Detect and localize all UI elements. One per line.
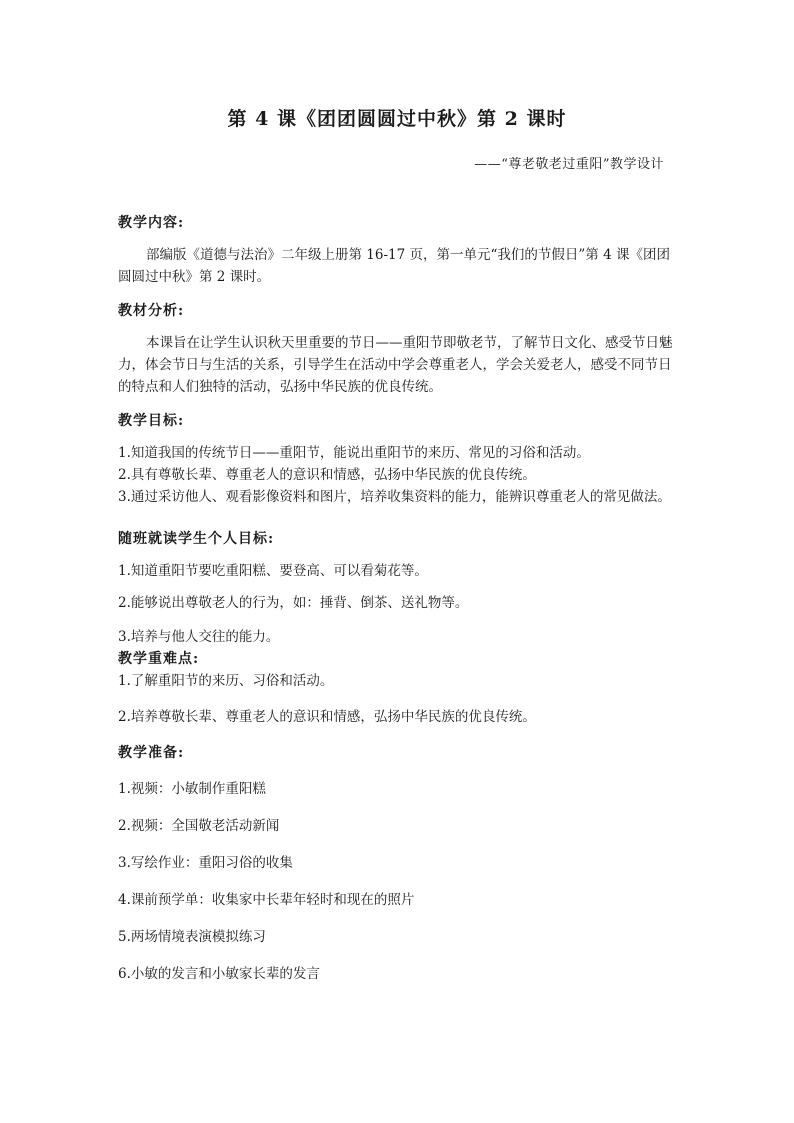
goal-item: 3.通过采访他人、观看影像资料和图片，培养收集资料的能力，能辨识尊重老人的常见做法。 [118,489,671,505]
individual-goal-item: 2.能够说出尊敬老人的行为，如：捶背、倒茶、送礼物等。 [118,595,469,611]
document-body [118,212,678,985]
section-text-content: 部编版《道德与法治》二年级上册第 16-17 页，第一单元“我们的节假日”第 4 课《团团圆圆过中秋》第 2 课时。 [118,247,670,285]
goal-item: 1.知道我国的传统节日——重阳节，能说出重阳节的来历、常见的习俗和活动。 [118,445,590,461]
section-heading-analysis: 教材分析: [118,303,185,319]
prep-item: 2.视频：全国敬老活动新闻 [118,818,280,834]
prep-item: 3.写绘作业：重阳习俗的收集 [118,855,293,871]
document-title: 第 4 课《团团圆圆过中秋》第 2 课时 [227,108,567,130]
section-heading-prep: 教学准备: [118,745,185,761]
individual-goal-item: 3.培养与他人交往的能力。 [118,629,280,645]
section-text-analysis: 本课旨在让学生认识秋天里重要的节日——重阳节即敬老节，了解节日文化、感受节日魅力，体会节日与生活的关系，引导学生在活动中学会尊重老人，学会关爱老人，感受不同节日的特点和人们独特的活动，弘扬中华民族的优良传统。 [118,335,673,395]
prep-item: 4.课前预学单：收集家中长辈年轻时和现在的照片 [118,892,415,908]
prep-item: 1.视频：小敏制作重阳糕 [118,781,266,797]
individual-goal-item: 1.知道重阳节要吃重阳糕、要登高、可以看菊花等。 [118,563,428,579]
section-heading-content: 教学内容: [118,215,185,231]
section-heading-individual: 随班就读学生个人目标: [118,531,275,547]
keypoint-item: 1.了解重阳节的来历、习俗和活动。 [118,673,334,689]
section-heading-keypoints: 教学重难点: [118,651,200,667]
goal-item: 2.具有尊敬长辈、尊重老人的意识和情感，弘扬中华民族的优良传统。 [118,467,536,483]
keypoint-item: 2.培养尊敬长辈、尊重老人的意识和情感，弘扬中华民族的优良传统。 [118,709,536,725]
prep-item: 5.两场情境表演模拟练习 [118,929,266,945]
prep-item: 6.小敏的发言和小敏家长辈的发言 [118,966,320,982]
section-heading-goals: 教学目标: [118,413,185,429]
document-subtitle: ——“尊老敬老过重阳”教学设计 [474,157,664,172]
